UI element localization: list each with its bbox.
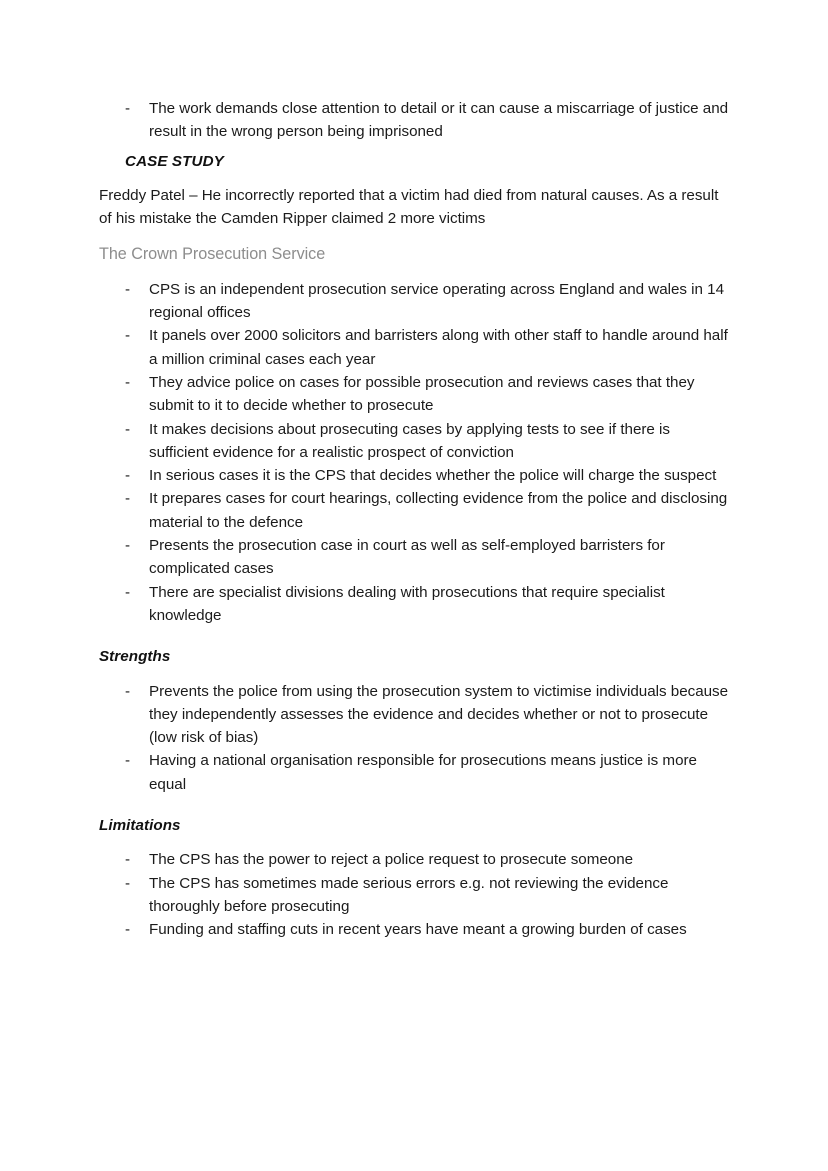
- list-item: [99, 749, 731, 796]
- list-item: [99, 487, 731, 534]
- list-item-text: Funding and staffing cuts in recent years have meant a growing burden of cases: [149, 921, 687, 939]
- list-item: [99, 918, 731, 941]
- limitations-bullet-list: [99, 848, 731, 941]
- dash-bullet-icon: -: [125, 373, 131, 391]
- list-item: [99, 97, 731, 144]
- list-item-text: It panels over 2000 solicitors and barristers along with other staff to handle around half a million criminal cases each year: [149, 327, 728, 368]
- case-study-paragraph: Freddy Patel – He incorrectly reported that a victim had died from natural causes. As a result of his mistake the Camden Ripper claimed 2 more victims: [99, 186, 719, 228]
- list-item-text: In serious cases it is the CPS that decides whether the police will charge the suspect: [149, 467, 717, 485]
- cps-bullet-list: [99, 278, 731, 627]
- list-item-text: It makes decisions about prosecuting cases by applying tests to see if there is sufficient evidence for a realistic prospect of conviction: [149, 420, 670, 461]
- dash-bullet-icon: -: [125, 467, 131, 485]
- strengths-heading: Strengths: [99, 648, 171, 666]
- case-study-heading: CASE STUDY: [125, 152, 224, 170]
- list-item: [99, 534, 731, 581]
- dash-bullet-icon: -: [125, 921, 131, 939]
- list-item-text: Presents the prosecution case in court as well as self-employed barristers for complicated cases: [149, 537, 665, 578]
- list-item-text: Prevents the police from using the prosecution system to victimise individuals because they independently assesses the evidence and decides whether or not to prosecute (low risk of bias): [149, 682, 729, 747]
- list-item-text: The work demands close attention to detail or it can cause a miscarriage of justice and result in the wrong person being imprisoned: [149, 100, 729, 141]
- list-item-text: There are specialist divisions dealing with prosecutions that require specialist knowledge: [149, 583, 665, 624]
- list-item-text: They advice police on cases for possible prosecution and reviews cases that they submit to it to decide whether to prosecute: [149, 373, 695, 415]
- list-item: [99, 680, 731, 750]
- list-item: [99, 371, 731, 418]
- dash-bullet-icon: -: [125, 851, 131, 869]
- list-item: [99, 872, 731, 919]
- list-item-text: The CPS has sometimes made serious errors e.g. not reviewing the evidence thoroughly before prosecuting: [149, 874, 669, 915]
- list-item: [99, 848, 731, 871]
- list-item: [99, 278, 731, 325]
- strengths-bullet-list: [99, 680, 731, 796]
- dash-bullet-icon: -: [125, 537, 131, 555]
- crown-prosecution-service-heading: The Crown Prosecution Service: [99, 245, 326, 264]
- list-item: [99, 324, 731, 371]
- intro-bullet-list: [99, 97, 731, 144]
- dash-bullet-icon: -: [125, 280, 131, 298]
- dash-bullet-icon: -: [125, 874, 131, 892]
- limitations-heading: Limitations: [99, 817, 181, 835]
- list-item-text: CPS is an independent prosecution service operating across England and wales in 14 regional offices: [149, 280, 725, 322]
- dash-bullet-icon: -: [125, 682, 131, 700]
- list-item: [99, 581, 731, 628]
- dash-bullet-icon: -: [125, 490, 131, 508]
- list-item: [99, 418, 731, 465]
- list-item-text: It prepares cases for court hearings, collecting evidence from the police and disclosing material to the defence: [149, 490, 728, 531]
- list-item-text: The CPS has the power to reject a police request to prosecute someone: [149, 851, 634, 869]
- list-item-text: Having a national organisation responsible for prosecutions means justice is more equal: [149, 752, 697, 793]
- document-content: [99, 97, 731, 942]
- dash-bullet-icon: -: [125, 752, 131, 770]
- dash-bullet-icon: -: [125, 420, 131, 438]
- dash-bullet-icon: -: [125, 583, 131, 601]
- list-item: [99, 464, 731, 487]
- dash-bullet-icon: -: [125, 100, 131, 117]
- dash-bullet-icon: -: [125, 327, 131, 345]
